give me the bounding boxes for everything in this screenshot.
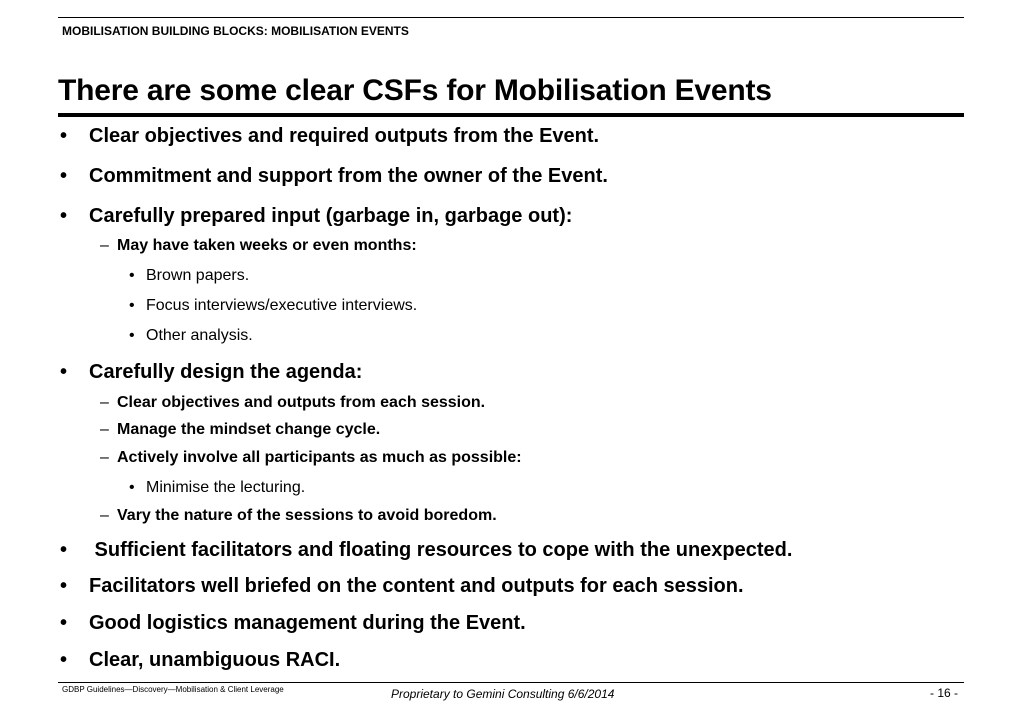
bullet-text: Sufficient facilitators and floating resources to cope with the unexpected. — [89, 539, 793, 561]
bullet-marker: • — [60, 612, 68, 634]
footer-confidentiality: Proprietary to Gemini Consulting 6/6/2014 — [391, 687, 615, 701]
dash-marker: – — [100, 394, 109, 411]
dash-marker: – — [100, 421, 109, 438]
bullet-text: Carefully prepared input (garbage in, garbage out): — [89, 205, 573, 227]
bullet-marker: • — [60, 575, 68, 597]
page-number: - 16 - — [930, 686, 959, 700]
bullet-item — [60, 539, 792, 562]
bullet-text: Facilitators well briefed on the content and outputs for each session. — [89, 575, 744, 597]
bullet-item — [60, 612, 526, 635]
bullet-marker: • — [60, 361, 68, 383]
sub-sub-bullet-text: Brown papers. — [146, 267, 250, 284]
sub-sub-bullet-item — [129, 327, 253, 345]
sub-sub-bullet-item — [129, 297, 417, 315]
dash-marker: – — [100, 449, 109, 466]
bullet-marker: • — [129, 297, 135, 314]
sub-bullet-text: Vary the nature of the sessions to avoid boredom. — [117, 507, 497, 524]
bullet-text: Clear objectives and required outputs from the Event. — [89, 125, 600, 147]
bullet-text: Clear, unambiguous RACI. — [89, 649, 341, 671]
bullet-marker: • — [129, 327, 135, 344]
footer-document-name: GDBP Guidelines—Discovery—Mobilisation & Client Leverage — [62, 685, 284, 694]
bullet-text: Commitment and support from the owner of the Event. — [89, 165, 608, 187]
footer-rule — [58, 682, 964, 683]
sub-bullet-text: Clear objectives and outputs from each session. — [117, 394, 486, 411]
bullet-item — [60, 361, 362, 384]
bullet-marker: • — [60, 125, 68, 147]
dash-marker: – — [100, 237, 109, 254]
sub-bullet-item — [100, 237, 417, 255]
bullet-marker: • — [129, 267, 135, 284]
bullet-item — [60, 575, 744, 598]
sub-bullet-item — [100, 421, 380, 439]
sub-sub-bullet-text: Other analysis. — [146, 327, 253, 344]
sub-bullet-text: May have taken weeks or even months: — [117, 237, 417, 254]
header-rule — [58, 17, 964, 18]
sub-bullet-item — [100, 394, 485, 412]
section-header: MOBILISATION BUILDING BLOCKS: MOBILISATION EVENTS — [62, 24, 409, 38]
bullet-item — [60, 649, 340, 672]
bullet-marker: • — [60, 165, 68, 187]
sub-bullet-item — [100, 507, 497, 525]
bullet-item — [60, 165, 608, 188]
sub-sub-bullet-item — [129, 267, 249, 285]
dash-marker: – — [100, 507, 109, 524]
sub-sub-bullet-text: Minimise the lecturing. — [146, 479, 306, 496]
bullet-marker: • — [129, 479, 135, 496]
sub-bullet-text: Manage the mindset change cycle. — [117, 421, 381, 438]
bullet-text: Carefully design the agenda: — [89, 361, 363, 383]
bullet-text: Good logistics management during the Event. — [89, 612, 526, 634]
sub-bullet-item — [100, 449, 522, 467]
sub-sub-bullet-text: Focus interviews/executive interviews. — [146, 297, 418, 314]
slide-title: There are some clear CSFs for Mobilisation Events — [58, 74, 772, 107]
bullet-item — [60, 205, 572, 228]
title-underline — [58, 113, 964, 117]
bullet-marker: • — [60, 205, 68, 227]
sub-sub-bullet-item — [129, 479, 305, 497]
bullet-item — [60, 125, 599, 148]
bullet-marker: • — [60, 649, 68, 671]
sub-bullet-text: Actively involve all participants as much as possible: — [117, 449, 522, 466]
bullet-marker: • — [60, 539, 68, 561]
